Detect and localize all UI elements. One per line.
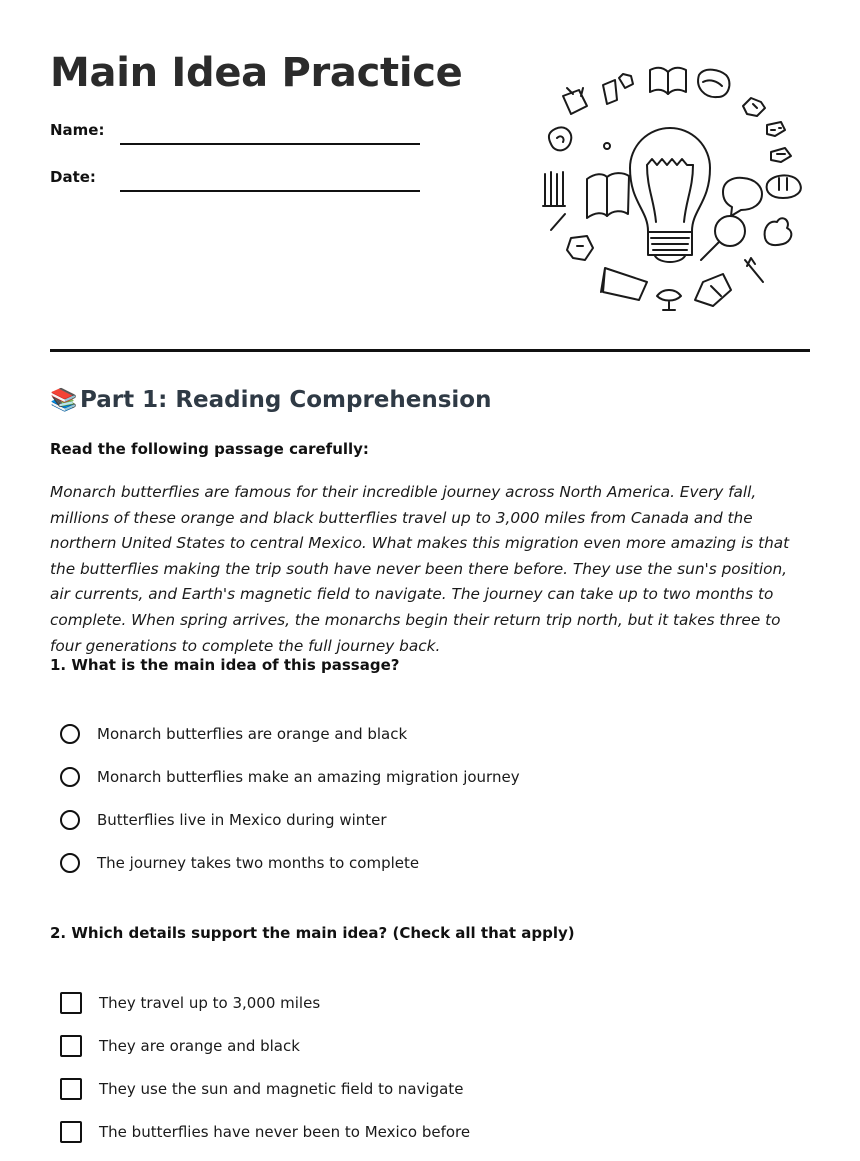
passage-instruction: Read the following passage carefully: [50,440,369,458]
name-field[interactable] [120,143,420,145]
section-heading-text: Part 1: Reading Comprehension [80,387,492,413]
question-2-option-b[interactable] [60,1033,300,1059]
checkbox[interactable] [60,992,82,1014]
option-label: They travel up to 3,000 miles [99,994,321,1012]
checkbox[interactable] [60,1078,82,1100]
section-heading [50,387,491,413]
radio-button[interactable] [60,767,80,787]
worksheet-title: Main Idea Practice [50,50,463,96]
date-field[interactable] [120,190,420,192]
option-label: Monarch butterflies are orange and black [97,725,408,743]
option-label: They are orange and black [99,1037,300,1055]
header-divider [50,349,810,352]
question-1-option-c[interactable] [60,807,387,833]
radio-button[interactable] [60,853,80,873]
reading-passage: Monarch butterflies are famous for their incredible journey across North America. Every fall, millions of these orange and black butterflies travel up to 3,000 miles from Canada and the northern United States to central Mexico. What makes this migration even more amazing is that the butterflies making the trip south have never been there before. They use the sun's position, air currents, and Earth's magnetic field to navigate. The journey can take up to two months to complete. When spring arrives, the monarchs begin their return trip north, but it takes three to four generations to complete the full journey back. [50,483,790,655]
option-label: They use the sun and magnetic field to navigate [99,1080,464,1098]
question-1-option-a[interactable] [60,721,407,747]
name-label: Name: [50,121,105,139]
lightbulb-ideas-icon [535,60,810,322]
question-1-option-b[interactable] [60,764,520,790]
books-icon: 📚 [50,388,78,413]
radio-button[interactable] [60,810,80,830]
option-label: Butterflies live in Mexico during winter [97,811,387,829]
checkbox[interactable] [60,1121,82,1143]
question-2-option-d[interactable] [60,1119,470,1145]
question-2-prompt: 2. Which details support the main idea? (Check all that apply) [50,924,575,942]
date-label: Date: [50,168,96,186]
radio-button[interactable] [60,724,80,744]
option-label: The journey takes two months to complete [97,854,420,872]
checkbox[interactable] [60,1035,82,1057]
option-label: Monarch butterflies make an amazing migration journey [97,768,520,786]
question-2-option-c[interactable] [60,1076,463,1102]
option-label: The butterflies have never been to Mexico before [99,1123,471,1141]
question-1-option-d[interactable] [60,850,419,876]
question-2-option-a[interactable] [60,990,320,1016]
question-1-prompt: 1. What is the main idea of this passage? [50,656,400,674]
